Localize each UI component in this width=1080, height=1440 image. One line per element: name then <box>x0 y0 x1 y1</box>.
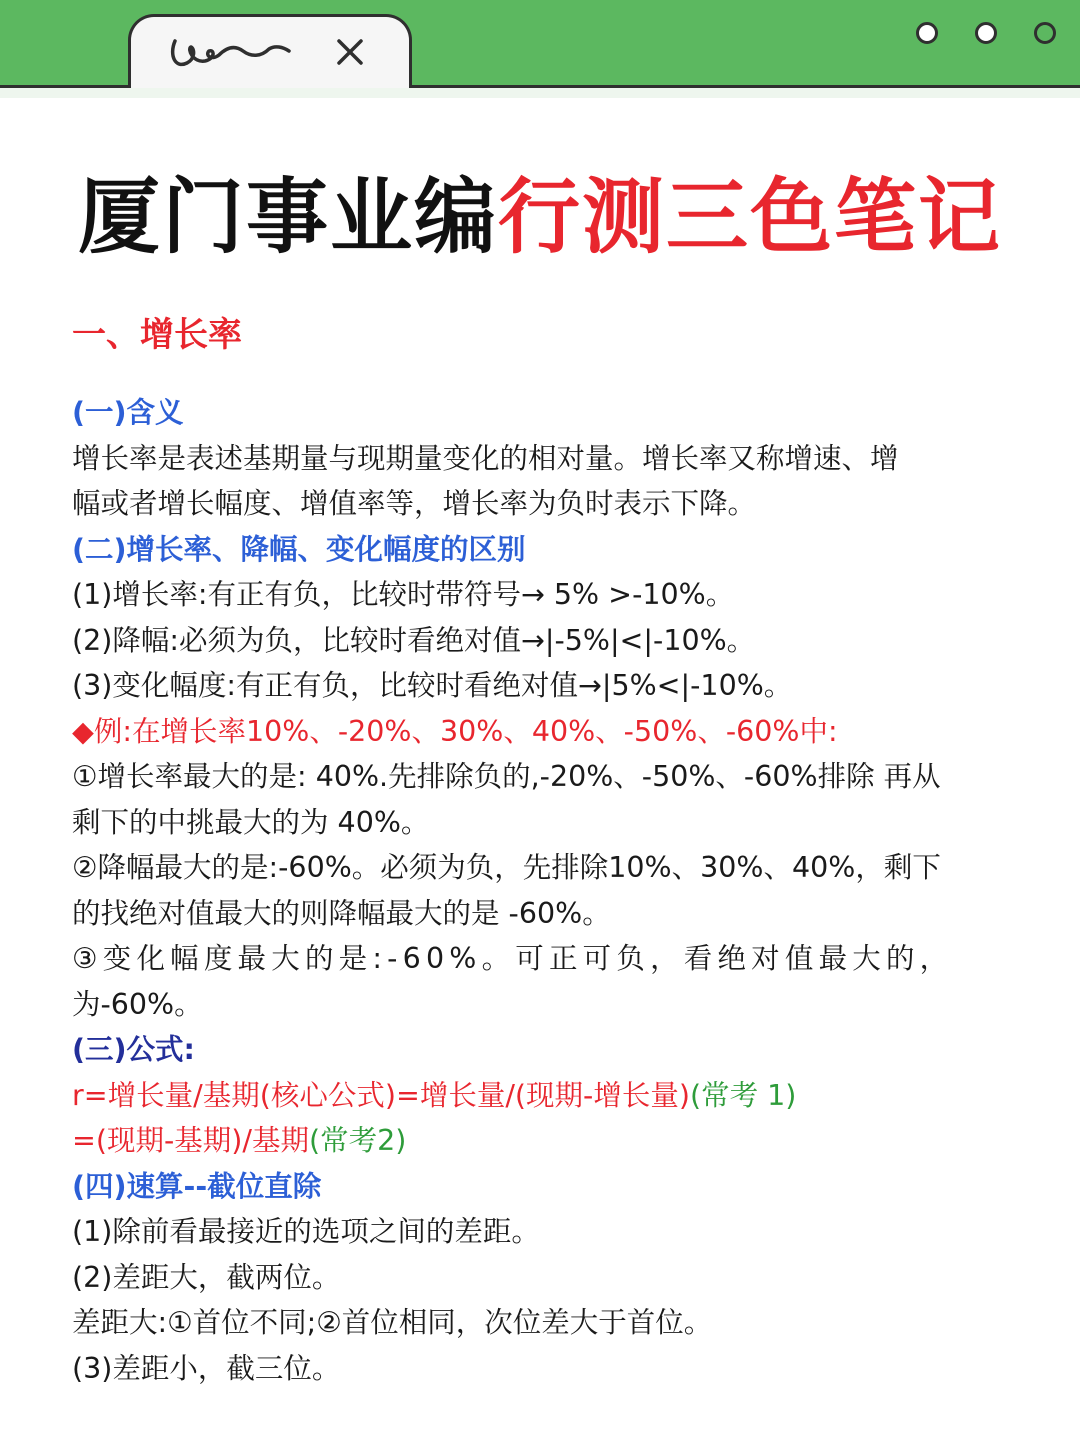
window-control-circle-icon[interactable] <box>975 22 997 44</box>
answer-line: ②降幅最大的是:-60%。必须为负，先排除10%、30%、40%，剩下 <box>72 851 941 884</box>
subheading-formula: (三)公式: <box>72 1033 195 1066</box>
body-line: 增长率是表述基期量与现期量变化的相对量。增长率又称增速、增 <box>72 441 899 475</box>
body-line: (1)除前看最接近的选项之间的差距。 <box>72 1215 540 1248</box>
close-icon[interactable] <box>335 37 365 67</box>
formula-line <box>72 1073 1012 1119</box>
subheading-meaning: (一)含义 <box>72 396 184 429</box>
formula-line <box>72 1118 1012 1164</box>
answer-line: 的找绝对值最大的则降幅最大的是 -60%。 <box>72 896 611 930</box>
window-control-circle-icon[interactable] <box>916 22 938 44</box>
note-content <box>72 308 1012 1391</box>
answer-line: 剩下的中挑最大的为 40%。 <box>72 805 430 839</box>
answer-line: ③变化幅度最大的是:-60%。可正可负，看绝对值最大的， <box>72 942 954 975</box>
page-title <box>0 168 1080 268</box>
title-part-black: 厦门事业编 <box>77 170 498 265</box>
subheading-quick-calc: (四)速算--截位直除 <box>72 1169 322 1203</box>
body-line: (3)差距小，截三位。 <box>72 1351 341 1385</box>
browser-tab[interactable] <box>128 14 412 90</box>
body-line: 幅或者增长幅度、增值率等，增长率为负时表示下降。 <box>72 487 757 520</box>
body-line: (2)降幅:必须为负，比较时看绝对值→|-5%|<|-10%。 <box>72 623 756 657</box>
formula-note: (常考 1) <box>689 1078 797 1112</box>
formula-text: r=增长量/基期(核心公式)=增长量/(现期-增长量) <box>72 1078 690 1112</box>
section-heading: 一、增长率 <box>72 315 242 355</box>
body-line: (3)变化幅度:有正有负，比较时看绝对值→|5%<|-10%。 <box>72 669 793 702</box>
title-part-red: 行测三色笔记 <box>498 170 1003 265</box>
answer-line: 为-60%。 <box>72 987 203 1021</box>
browser-top-bar <box>0 0 1080 88</box>
subheading-difference: (二)增长率、降幅、变化幅度的区别 <box>72 532 526 566</box>
scribble-logo-icon <box>165 33 295 73</box>
answer-line: ①增长率最大的是: 40%.先排除负的,-20%、-50%、-60%排除 再从 <box>72 760 941 793</box>
body-line: (2)差距大，截两位。 <box>72 1260 341 1294</box>
body-line: 差距大:①首位不同;②首位相同，次位差大于首位。 <box>72 1306 713 1339</box>
bar-shadow-band <box>0 88 1080 98</box>
body-line: (1)增长率:有正有负，比较时带符号→ 5% >-10%。 <box>72 578 735 611</box>
formula-text: =(现期-基期)/基期 <box>72 1124 310 1157</box>
example-line: ◆例:在增长率10%、-20%、30%、40%、-50%、-60%中: <box>72 714 838 748</box>
formula-note: (常考2) <box>309 1124 407 1157</box>
window-control-circle-icon[interactable] <box>1034 22 1056 44</box>
